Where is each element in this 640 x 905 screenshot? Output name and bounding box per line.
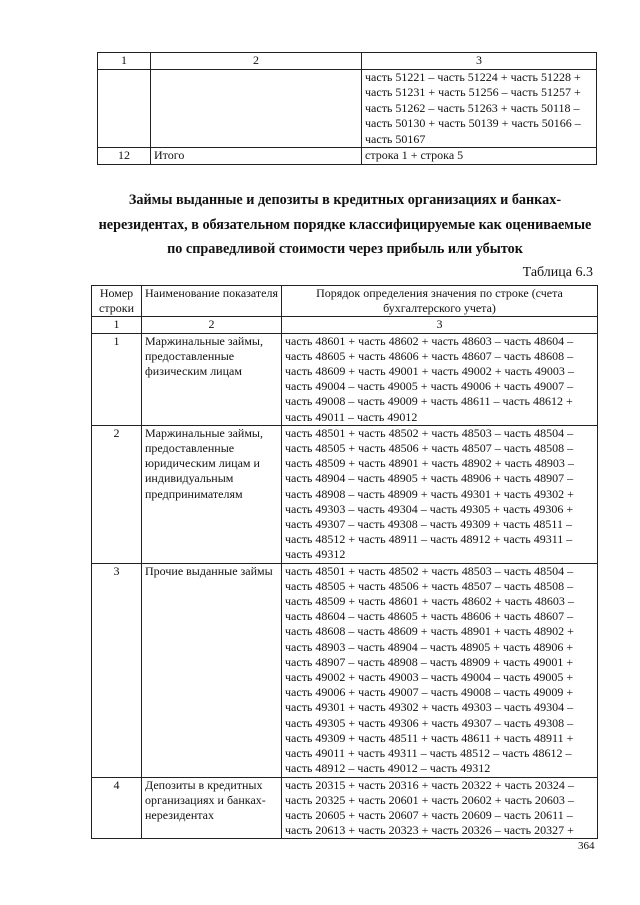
row-formula: часть 48601 + часть 48602 + часть 48603 – часть 48604 – часть 48605 + часть 48606 + часть 48607 – часть 48608 – часть 48609 + часть 49001 + часть 49002 + часть 49003 – часть 49004 – часть 49005 + часть 49006 + часть 49007 – часть 49008 – часть 49009 + часть 48611 – часть 48612 + часть 49011 – часть 49012 xyxy=(282,333,598,425)
column-number: 3 xyxy=(362,53,597,70)
row-formula: часть 48501 + часть 48502 + часть 48503 – часть 48504 – часть 48505 + часть 48506 + часть 48507 – часть 48508 – часть 48509 + часть 48601 + часть 48602 + часть 48603 – часть 48604 – часть 48605 + часть 48606 + часть 48607 – часть 48608 – часть 48609 + часть 48901 + часть 48902 + часть 48903 – часть 48904 – часть 48905 + часть 48906 + часть 48907 – часть 48908 – часть 48909 + часть 49001 + часть 49002 + часть 49003 – часть 49004 – часть 49005 + часть 49006 + часть 49007 – часть 49008 – часть 49009 + часть 49301 + часть 49302 + часть 49303 – часть 49304 – часть 49305 + часть 49306 + часть 49307 – часть 49308 – часть 49309 + часть 48511 + часть 48611 + часть 48911 + часть 49011 + часть 49311 – часть 48512 – часть 48612 – часть 48912 – часть 49012 – часть 49312 xyxy=(282,563,598,777)
section-heading: Займы выданные и депозиты в кредитных организациях и банках-нерезидентах, в обязательном порядке классифицируемые как оцениваемые по справедливой стоимости через прибыль или убыток xyxy=(98,192,592,257)
table-row xyxy=(92,425,598,563)
row-number: 12 xyxy=(98,148,151,165)
row-name: Депозиты в кредитных организациях и банках-нерезидентах xyxy=(142,777,282,839)
row-name: Маржинальные займы, предоставленные физическим лицам xyxy=(142,333,282,425)
row-formula: часть 51221 – часть 51224 + часть 51228 + часть 51231 + часть 51256 – часть 51257 + часть 51262 – часть 51263 + часть 50118 – часть 50130 + часть 50139 + часть 50166 – часть 50167 xyxy=(362,69,597,148)
row-name: Прочие выданные займы xyxy=(142,563,282,777)
continuation-table xyxy=(97,52,597,165)
main-table xyxy=(91,285,598,839)
table-header-row xyxy=(98,53,597,70)
row-number: 2 xyxy=(92,425,142,563)
row-number: 3 xyxy=(92,563,142,777)
row-name xyxy=(151,69,362,148)
column-number: 3 xyxy=(282,317,598,333)
table-row xyxy=(98,148,597,165)
row-number xyxy=(98,69,151,148)
table-row xyxy=(92,333,598,425)
row-formula: часть 20315 + часть 20316 + часть 20322 + часть 20324 – часть 20325 + часть 20601 + часть 20602 + часть 20603 – часть 20605 + часть 20607 + часть 20609 – часть 20611 – часть 20613 + часть 20323 + часть 20326 – часть 20327 + xyxy=(282,777,598,839)
column-header: Наименование показателя xyxy=(142,286,282,317)
table-row xyxy=(92,563,598,777)
row-name: Итого xyxy=(151,148,362,165)
page-number: 364 xyxy=(578,840,595,852)
column-number: 2 xyxy=(142,317,282,333)
table-label: Таблица 6.3 xyxy=(522,265,593,280)
column-number: 1 xyxy=(92,317,142,333)
column-number: 2 xyxy=(151,53,362,70)
row-number: 1 xyxy=(92,333,142,425)
row-formula: строка 1 + строка 5 xyxy=(362,148,597,165)
column-number: 1 xyxy=(98,53,151,70)
column-number-row xyxy=(92,317,598,333)
table-row xyxy=(92,777,598,839)
row-number: 4 xyxy=(92,777,142,839)
table-header-row xyxy=(92,286,598,317)
column-header: Порядок определения значения по строке (счета бухгалтерского учета) xyxy=(282,286,598,317)
row-formula: часть 48501 + часть 48502 + часть 48503 – часть 48504 – часть 48505 + часть 48506 + часть 48507 – часть 48508 – часть 48509 + часть 48901 + часть 48902 + часть 48903 – часть 48904 – часть 48905 + часть 48906 + часть 48907 – часть 48908 – часть 48909 + часть 49301 + часть 49302 + часть 49303 – часть 49304 – часть 49305 + часть 49306 + часть 49307 – часть 49308 – часть 49309 + часть 48511 – часть 48512 + часть 48911 – часть 48912 + часть 49311 – часть 49312 xyxy=(282,425,598,563)
row-name: Маржинальные займы, предоставленные юридическим лицам и индивидуальным предпринимателям xyxy=(142,425,282,563)
column-header: Номер строки xyxy=(92,286,142,317)
table-row xyxy=(98,69,597,148)
